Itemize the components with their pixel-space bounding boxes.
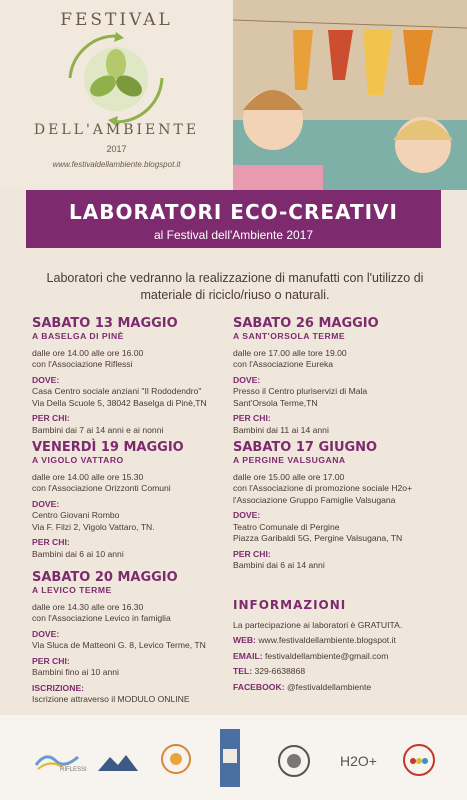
- perchi-label: PER CHI:: [32, 655, 70, 666]
- event-place: A PERGINE VALSUGANA: [233, 455, 346, 465]
- event-address-1: Casa Centro sociale anziani "Il Rododendro": [32, 386, 202, 396]
- event-time: dalle ore 14.00 alle ore 15.30: [32, 471, 144, 482]
- event-address-1: Teatro Comunale di Pergine: [233, 521, 340, 532]
- facebook-label: FACEBOOK:: [233, 681, 285, 692]
- logo-year: 2017: [106, 144, 127, 154]
- dove-label: DOVE:: [32, 628, 60, 639]
- mountain-logo: [96, 751, 140, 773]
- dove-label: DOVE:: [233, 374, 261, 385]
- event-audience: Bambini dai 11 ai 14 anni: [233, 424, 329, 435]
- logo-website: www.festivaldellambiente.blogspot.it: [52, 160, 181, 169]
- riflessi-logo: [34, 747, 87, 773]
- h2o-plus-logo: H2O+: [340, 753, 377, 769]
- event-assoc: con l'Associazione Riflessi: [32, 359, 133, 369]
- email-link[interactable]: festivaldellambiente@gmail.com: [265, 650, 389, 661]
- event-date: SABATO 26 MAGGIO: [233, 316, 379, 331]
- info-section: [233, 600, 438, 693]
- event-address-1: Presso il Centro pluriservizi di Mala: [233, 386, 368, 396]
- info-title: INFORMAZIONI: [233, 598, 347, 612]
- dove-label: DOVE:: [32, 374, 60, 385]
- event-address-1: Centro Giovani Rombo: [32, 510, 120, 520]
- dove-label: DOVE:: [32, 498, 60, 509]
- perchi-label: PER CHI:: [32, 413, 70, 423]
- event-date: SABATO 13 MAGGIO: [32, 316, 178, 331]
- event-assoc: con l'Associazione Eureka: [233, 359, 334, 369]
- tel-label: TEL:: [233, 666, 253, 676]
- event-place: A BASELGA DI PINÈ: [32, 331, 124, 341]
- event-pergine: [233, 440, 438, 590]
- logo-line1: FESTIVAL: [60, 10, 173, 30]
- event-vigolo: [32, 440, 227, 570]
- event-time: dalle ore 15.00 alle ore 17.00: [233, 471, 345, 482]
- event-place: A VIGOLO VATTARO: [32, 455, 124, 465]
- sponsor-footer: [0, 715, 467, 800]
- web-link[interactable]: www.festivaldellambiente.blogspot.it: [258, 635, 396, 645]
- perchi-label: PER CHI:: [233, 413, 271, 423]
- info-free: La partecipazione ai laboratori è GRATUITA.: [233, 619, 403, 630]
- email-label: EMAIL:: [233, 650, 263, 661]
- famiglie-logo: [402, 743, 436, 777]
- events-right-column: [233, 316, 438, 697]
- iscrizione-label: ISCRIZIONE:: [32, 682, 85, 693]
- event-assoc: con l'Associazione Levico in famiglia: [32, 613, 171, 623]
- event-santorsola: [233, 316, 438, 434]
- event-audience: Bambini dai 6 ai 14 anni: [233, 560, 325, 570]
- facebook-handle[interactable]: @festivaldellambiente: [286, 681, 372, 692]
- title-banner: [26, 190, 441, 248]
- event-baselga: [32, 316, 227, 434]
- dove-label: DOVE:: [233, 510, 261, 520]
- event-audience: Bambini dai 7 ai 14 anni e ai nonni: [32, 424, 164, 435]
- event-time: dalle ore 17.00 alle tore 19.00: [233, 347, 347, 358]
- events-left-column: [32, 316, 227, 706]
- festival-logo: [0, 0, 233, 190]
- event-assoc: con l'Associazione di promozione sociale H2o+: [233, 483, 413, 493]
- event-date: SABATO 20 MAGGIO: [32, 570, 178, 585]
- flower-logo: [160, 743, 192, 775]
- event-time: dalle ore 14.30 alle ore 16.30: [32, 601, 144, 612]
- centro-giovani-logo: [220, 729, 240, 787]
- event-address-2: Sant'Orsola Terme,TN: [233, 397, 318, 408]
- event-audience: Bambini dai 6 ai 10 anni: [32, 548, 124, 559]
- event-date: SABATO 17 GIUGNO: [233, 440, 378, 455]
- event-address-2: Via F. Filzi 2, Vigolo Vattaro, TN.: [32, 521, 155, 532]
- event-date: VENERDÌ 19 MAGGIO: [32, 440, 184, 455]
- children-photo: [233, 0, 467, 190]
- iscrizione-text: Iscrizione attraverso il MODULO ONLINE: [32, 694, 190, 704]
- event-address-2: Piazza Garibaldi 5G, Pergine Valsugana, TN: [233, 533, 403, 543]
- page-subtitle: al Festival dell'Ambiente 2017: [153, 228, 314, 242]
- tel-number[interactable]: 329-6638868: [254, 666, 306, 676]
- web-label: WEB:: [233, 635, 256, 645]
- perchi-label: PER CHI:: [233, 548, 271, 559]
- event-assoc: con l'Associazione Orizzonti Comuni: [32, 483, 171, 493]
- perchi-label: PER CHI:: [32, 537, 70, 547]
- event-place: A SANT'ORSOLA TERME: [233, 331, 346, 341]
- page-title: LABORATORI ECO-CREATIVI: [69, 200, 398, 224]
- event-levico: [32, 570, 227, 706]
- event-time: dalle ore 14.00 alle ore 16.00: [32, 347, 144, 358]
- teatro-logo: [276, 743, 312, 779]
- intro-text: Laboratori che vedranno la realizzazione di manufatti con l'utilizzo di materiale di riciclo/riuso o naturali.: [46, 271, 424, 302]
- event-place: A LEVICO TERME: [32, 585, 112, 595]
- recycle-leaves-icon: [58, 30, 174, 126]
- header: [0, 0, 467, 190]
- event-assoc-2: l'Associazione Gruppo Famiglie Valsugana: [233, 494, 396, 505]
- event-address-2: Via Della Scuole 5, 38042 Baselga di Pinè,TN: [32, 397, 207, 408]
- logo-line2: DELL'AMBIENTE: [33, 122, 200, 138]
- event-address-1: Via Sluca de Matteoni G. 8, Levico Terme, TN: [32, 640, 206, 650]
- event-audience: Bambini fino ai 10 anni: [32, 667, 119, 677]
- riflessi-label: RIFLESSI: [60, 767, 87, 773]
